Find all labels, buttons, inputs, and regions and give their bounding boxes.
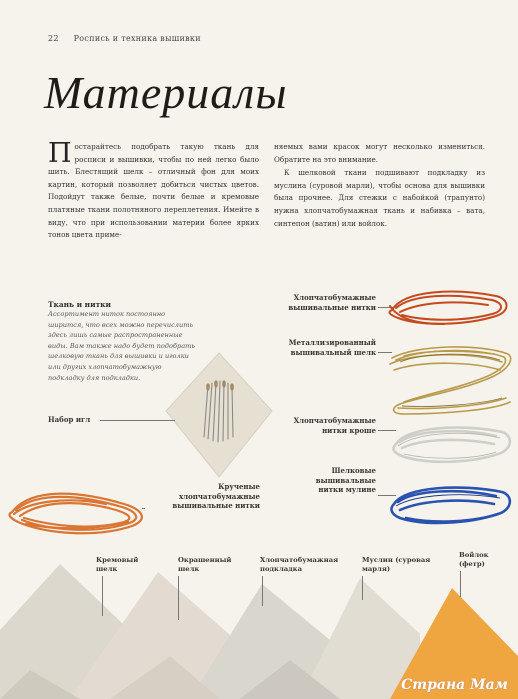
intro-text: остарайтесь подобрать такую ткань для росписи и вышивки, чтобы по ней легко было шить. Блестящий шелк – отличный фон для моих картин, который позволяет добиться чистых цветов. Подойдут также белые, почти белые и кремовые платяные ткани полотняного переплетения. Имейте в виду, что при использовании материи более ярких тонов цвета приме- bbox=[48, 142, 259, 240]
intro-paragraph bbox=[48, 138, 259, 242]
label-line: марля) bbox=[362, 565, 391, 573]
label-cream-silk bbox=[96, 556, 138, 574]
drop-cap: П bbox=[48, 138, 72, 169]
label-cotton-threads bbox=[250, 293, 376, 312]
label-line: Хлопчатобумажная bbox=[260, 556, 339, 564]
caption-title: Ткань и нитки bbox=[48, 300, 111, 309]
intro-left-column bbox=[48, 138, 259, 243]
leader-line bbox=[362, 576, 363, 600]
label-line: Крученые bbox=[218, 482, 260, 491]
label-felt bbox=[459, 551, 489, 569]
label-muslin bbox=[362, 556, 430, 574]
label-line: вышивальный шелк bbox=[290, 347, 376, 357]
label-line: Кремовый bbox=[96, 556, 139, 564]
label-line: Шелковые bbox=[331, 466, 376, 475]
leader-line bbox=[178, 576, 179, 620]
leader-line bbox=[262, 576, 263, 606]
page-number: 22 bbox=[48, 34, 59, 43]
watermark: Страна Мам bbox=[401, 677, 508, 693]
label-line: шелк bbox=[96, 565, 118, 573]
label-metallic-silk bbox=[250, 338, 376, 357]
label-line: Металлизированный bbox=[288, 338, 376, 347]
gold-skein-image bbox=[384, 340, 516, 420]
label-line: Хлопчатобумажные bbox=[293, 416, 376, 425]
running-title: Роспись и техника вышивки bbox=[73, 34, 201, 43]
label-line: (фетр) bbox=[459, 560, 485, 568]
leader-line bbox=[100, 420, 175, 421]
leader-line bbox=[460, 571, 461, 597]
label-line: нитки мулине bbox=[318, 485, 376, 495]
label-line: шелк bbox=[178, 565, 200, 573]
label-line: Окрашенный bbox=[178, 556, 232, 564]
running-head bbox=[48, 34, 201, 43]
red-orange-skein-image bbox=[384, 284, 514, 334]
white-skein-image bbox=[384, 418, 516, 470]
label-line: хлопчатобумажные bbox=[179, 491, 260, 501]
label-silk-mouline bbox=[250, 466, 376, 495]
label-needles: Набор игл bbox=[48, 415, 91, 424]
label-line: подкладка bbox=[260, 565, 302, 573]
intro-right-column bbox=[274, 141, 485, 231]
label-line: вышивальные bbox=[315, 475, 376, 485]
label-cotton-lining bbox=[260, 556, 338, 574]
label-line: нитки кроше bbox=[322, 425, 376, 435]
orange-skein-image bbox=[6, 482, 156, 540]
label-line: Муслин (суровая bbox=[362, 556, 431, 564]
page-title: Материалы bbox=[44, 67, 288, 118]
needle-card-image bbox=[160, 345, 278, 485]
label-line: Хлопчатобумажные bbox=[293, 293, 376, 302]
label-twisted-cotton bbox=[148, 482, 260, 511]
label-line: вышивальные нитки bbox=[288, 302, 376, 312]
label-crochet-threads bbox=[250, 416, 376, 435]
intro-paragraph: няемых вами красок могут несколько измениться. Обратите на это внимание. bbox=[274, 142, 485, 164]
label-dyed-silk bbox=[178, 556, 231, 574]
label-line: Войлок bbox=[459, 551, 489, 559]
leader-line bbox=[102, 576, 103, 616]
intro-paragraph: К шелковой ткани подшивают подкладку из муслина (суровой марли), чтобы основа для вышивки была прочнее. Для стежки с набойкой (трапунто) нужна хлопчатобумажная ткань и набивка – вата, синтепон (ватин) или войлок. bbox=[274, 168, 485, 228]
caption-text: Ассортимент ниток постоянно ширится, что всех можно перечислить здесь лишь самые распространенные виды. Вам также надо будет подобрать шелковую ткань для вышивки и иголки или других хлопчатобумажную подкладку для подкладки. bbox=[48, 310, 195, 382]
blue-skein-image bbox=[384, 480, 516, 534]
label-line: вышивальные нитки bbox=[172, 501, 260, 511]
